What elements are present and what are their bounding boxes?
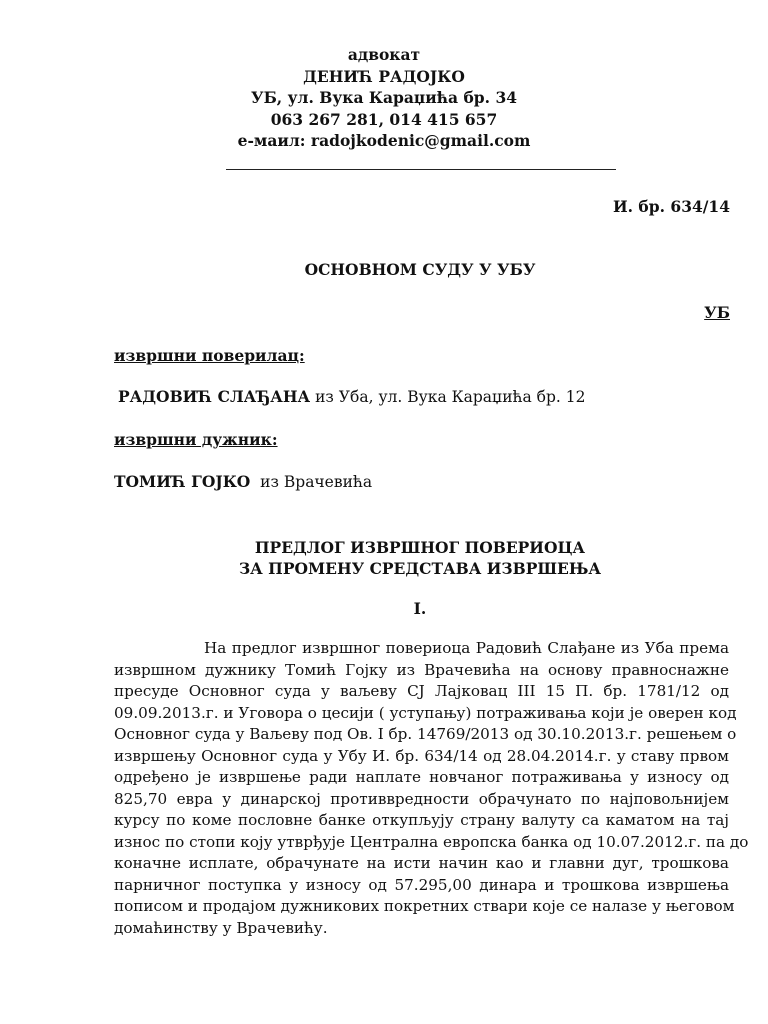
letterhead-divider [226,169,616,170]
body-line: На предлог извршног повериоца Радовић Слађане из Уба према [204,639,729,657]
creditor-line [118,387,586,406]
debtor-details: из Врачевића [250,473,373,491]
creditor-details: из Уба, ул. Вука Караџића бр. 12 [310,388,586,406]
letterhead-phones: 063 267 281, 014 415 657 [270,109,498,129]
letterhead-address: УБ, ул. Вука Караџића бр. 34 [250,88,518,107]
body-line: Основног суда у Ваљеву под Ов. I бр. 14769/2013 од 30.10.2013.г. решењем о [114,725,737,743]
body-line: износ по стопи коју утврђује Централна европска банка од 10.07.2012.г. па до [114,832,749,851]
body-line: коначне исплате, обрачунате на исти начин као и главни дуг, трошкова [114,854,729,872]
document-title [0,537,768,579]
body-line: 09.09.2013.г. и Уговора о цесији ( уступању) потраживања који је оверен код [114,703,737,722]
letterhead-email: е-маил: radojkodenic@gmail.com [237,131,531,150]
body-line: одређено је извршење ради наплате новчаног потраживања у износу од [114,768,729,786]
court-city: УБ [704,303,730,322]
body-line: пресуде Основног суда у ваљеву СЈ Лајковац III 15 П. бр. 1781/12 од [114,682,729,700]
body-line: домаћинству у Врачевићу. [114,918,328,937]
debtor-label: извршни дужник: [114,430,278,449]
section-number: I. [413,599,427,618]
document-title-line-1: ПРЕДЛОГ ИЗВРШНОГ ПОВЕРИОЦА [254,538,586,557]
body-paragraph [114,638,749,939]
creditor-name-tail: А [297,387,311,406]
body-line: парничног поступка у износу од 57.295,00 динара и трошкова извршења [114,875,729,894]
debtor-line [114,472,372,491]
debtor-name: ТОМИЋ ГОЈКО [114,472,251,491]
body-line: пописом и продајом дужникових покретних ствари које се налазе у његовом [114,897,735,915]
document-title-line-2: ЗА ПРОМЕНУ СРЕДСТАВА ИЗВРШЕЊА [238,559,602,578]
creditor-label: извршни поверилац: [114,346,305,365]
body-line: 825,70 евра у динарској противвредности обрачунато по најповољнијем [114,789,729,808]
case-number: И. бр. 634/14 [613,197,730,216]
letterhead [0,44,768,152]
body-line: извршењу Основног суда у Убу И. бр. 634/14 од 28.04.2014.г. у ставу првом [114,746,729,765]
letterhead-name: ДЕНИЋ РАДОЈКО [303,66,465,86]
body-line: извршном дужнику Томић Гојку из Врачевића на основу правноснажне [114,660,729,679]
letterhead-profession: адвокат [347,45,421,64]
body-line: курсу по коме пословне банке откупљују страну валуту са каматом на тај [114,811,729,829]
court-addressee: ОСНОВНОМ СУДУ У УБУ [304,260,536,279]
creditor-name: РАДОВИЋ СЛАЂАН [118,387,298,406]
